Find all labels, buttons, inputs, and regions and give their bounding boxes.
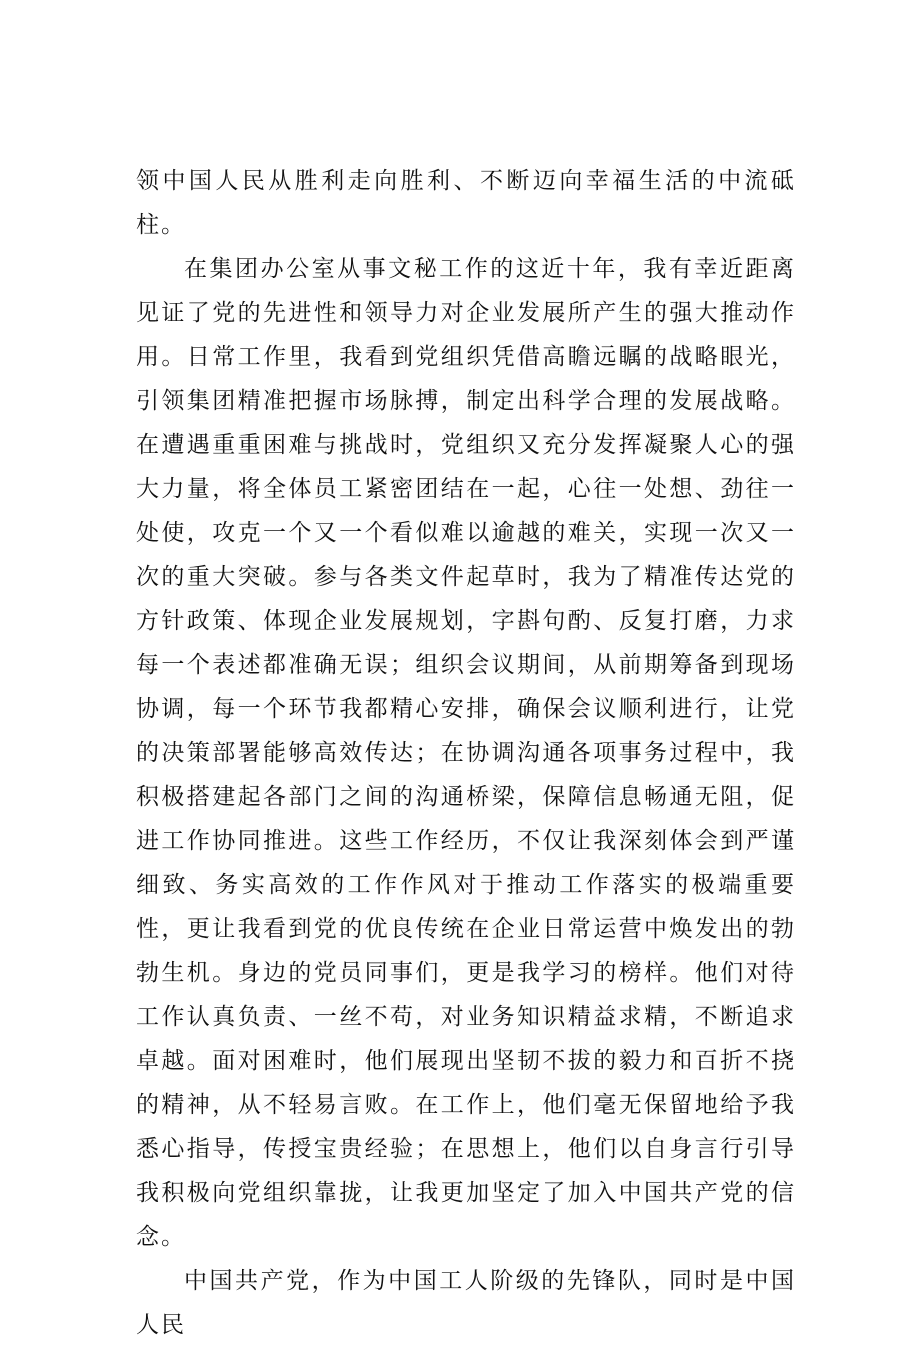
paragraph-work-experience: 在集团办公室从事文秘工作的这近十年，我有幸近距离见证了党的先进性和领导力对企业发展所产生的强大推动作用。日常工作里，我看到党组织凭借高瞻远瞩的战略眼光，引领集团精准把握市场脉搏，制定出科学合理的发展战略。在遭遇重重困难与挑战时，党组织又充分发挥凝聚人心的强大力量，将全体员工紧密团结在一起，心往一处想、劲往一处使，攻克一个又一个看似难以逾越的难关，实现一次又一次的重大突破。参与各类文件起草时，我为了精准传达党的方针政策、体现企业发展规划，字斟句酌、反复打磨，力求每一个表述都准确无误；组织会议期间，从前期筹备到现场协调，每一个环节我都精心安排，确保会议顺利进行，让党的决策部署能够高效传达；在协调沟通各项事务过程中，我积极搭建起各部门之间的沟通桥梁，保障信息畅通无阻，促进工作协同推进。这些工作经历，不仅让我深刻体会到严谨细致、务实高效的工作作风对于推动工作落实的极端重要性，更让我看到党的优良传统在企业日常运营中焕发出的勃勃生机。身边的党员同事们，更是我学习的榜样。他们对待工作认真负责、一丝不苟，对业务知识精益求精，不断追求卓越。面对困难时，他们展现出坚韧不拔的毅力和百折不挠的精神，从不轻易言败。在工作上，他们毫无保留地给予我悉心指导，传授宝贵经验；在思想上，他们以自身言行引导我积极向党组织靠拢，让我更加坚定了加入中国共产党的信念。 [136,256,796,1250]
body-text [136,159,796,1347]
paragraph-party-intro: 中国共产党，作为中国工人阶级的先锋队，同时是中国人民 [136,1268,796,1338]
paragraph-continuation: 领中国人民从胜利走向胜利、不断迈向幸福生活的中流砥柱。 [136,168,796,238]
